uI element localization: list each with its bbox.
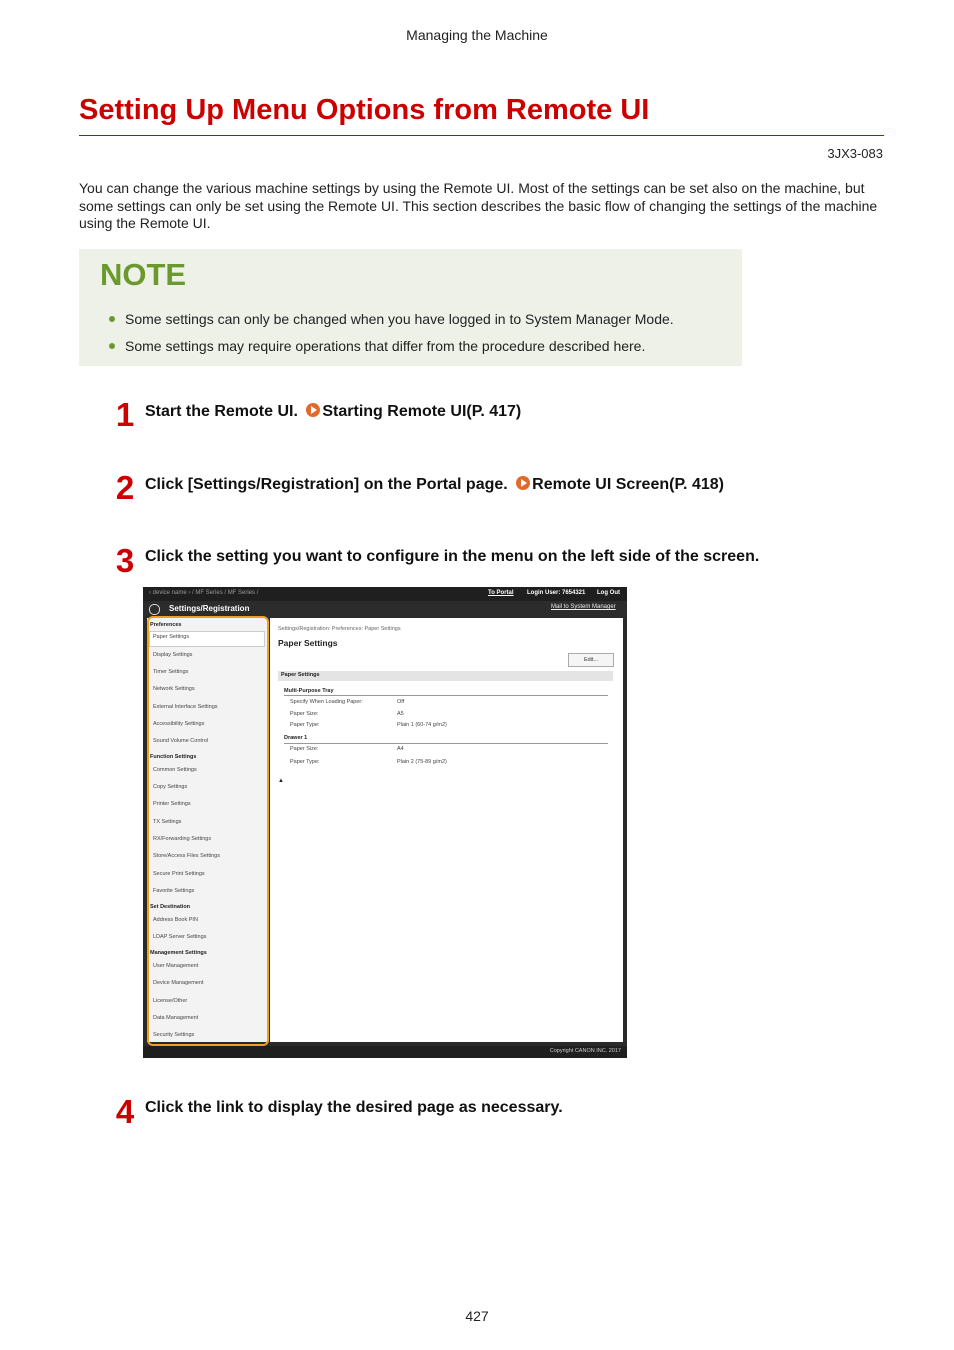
sidebar-item[interactable]: License/Other bbox=[153, 998, 188, 1004]
page-title: Setting Up Menu Options from Remote UI bbox=[79, 94, 650, 126]
sidebar-item[interactable]: Sound Volume Control bbox=[153, 738, 209, 744]
step-number: 4 bbox=[115, 1093, 135, 1130]
sidebar-item[interactable]: Paper Settings bbox=[153, 634, 190, 640]
sidebar-category: Set Destination bbox=[150, 904, 191, 910]
sidebar-item[interactable]: User Management bbox=[153, 963, 199, 969]
sidebar-category: Function Settings bbox=[150, 754, 197, 760]
section-label: Paper Settings bbox=[281, 672, 320, 678]
step-instruction: Start the Remote UI. bbox=[145, 403, 298, 420]
sidebar-item[interactable]: External Interface Settings bbox=[153, 704, 218, 710]
subsection-rule bbox=[284, 743, 608, 744]
link-arrow-icon bbox=[306, 403, 320, 417]
mail-to-manager-link[interactable]: Mail to System Manager bbox=[551, 604, 616, 610]
login-user: Login User: 7654321 bbox=[527, 590, 586, 596]
sidebar-item[interactable]: Timer Settings bbox=[153, 669, 189, 675]
setting-value: A4 bbox=[397, 746, 404, 752]
sidebar-item[interactable]: Printer Settings bbox=[153, 801, 191, 807]
sidebar-item[interactable]: Store/Access Files Settings bbox=[153, 853, 220, 859]
step-text: Click the setting you want to configure in the menu on the left side of the screen. bbox=[145, 548, 760, 565]
setting-key: Paper Type: bbox=[290, 759, 320, 765]
sidebar-item[interactable]: Secure Print Settings bbox=[153, 871, 205, 877]
remote-ui-screenshot bbox=[143, 587, 627, 1058]
note-box bbox=[79, 249, 742, 366]
step-link[interactable]: Remote UI Screen(P. 418) bbox=[532, 476, 724, 493]
sidebar-item[interactable]: Network Settings bbox=[153, 686, 195, 692]
copyright: Copyright CANON INC. 2017 bbox=[549, 1048, 621, 1054]
settings-heading: Settings/Registration bbox=[169, 604, 250, 613]
settings-main-panel bbox=[270, 618, 623, 1042]
step-link[interactable]: Starting Remote UI(P. 417) bbox=[322, 403, 522, 420]
setting-value: Plain 2 (75-89 g/m2) bbox=[397, 759, 447, 765]
setting-value: Plain 1 (60-74 g/m2) bbox=[397, 722, 447, 728]
setting-key: Paper Type: bbox=[290, 722, 320, 728]
note-item-text: Some settings may require operations that differ from the procedure described here. bbox=[125, 338, 646, 354]
setting-value: A5 bbox=[397, 711, 404, 717]
sidebar-highlight-frame bbox=[147, 616, 269, 1046]
link-arrow-icon bbox=[516, 476, 530, 490]
sidebar-item[interactable]: Common Settings bbox=[153, 767, 197, 773]
main-title: Paper Settings bbox=[278, 638, 338, 648]
screenshot-top-bar bbox=[143, 587, 627, 601]
setting-key: Specify When Loading Paper: bbox=[290, 699, 363, 705]
sidebar-item[interactable]: Copy Settings bbox=[153, 784, 188, 790]
document-id: 3JX3-083 bbox=[827, 146, 883, 161]
bullet-icon bbox=[109, 343, 115, 349]
screenshot-header-bar bbox=[143, 601, 627, 617]
sidebar-category: Management Settings bbox=[150, 950, 207, 956]
sidebar-category: Preferences bbox=[150, 622, 182, 628]
subsection-title: Drawer 1 bbox=[284, 735, 308, 741]
sidebar-item[interactable]: Favorite Settings bbox=[153, 888, 195, 894]
sidebar-item[interactable]: Display Settings bbox=[153, 652, 193, 658]
note-item-text: Some settings can only be changed when you have logged in to System Manager Mode. bbox=[125, 311, 674, 327]
sidebar-item[interactable]: LDAP Server Settings bbox=[153, 934, 207, 940]
sidebar-item[interactable]: Address Book PIN bbox=[153, 917, 198, 923]
settings-icon bbox=[149, 604, 160, 615]
title-rule bbox=[79, 135, 884, 136]
screenshot-footer bbox=[143, 1046, 627, 1058]
setting-value: Off bbox=[397, 699, 405, 705]
sidebar-item[interactable]: Accessibility Settings bbox=[153, 721, 205, 727]
main-breadcrumb: Settings/Registration: Preferences: Paper Settings bbox=[278, 626, 401, 632]
setting-key: Paper Size: bbox=[290, 711, 319, 717]
device-breadcrumb: ‹ device name › / MF Series / MF Series / bbox=[149, 590, 259, 596]
setting-key: Paper Size: bbox=[290, 746, 319, 752]
note-item bbox=[109, 311, 674, 327]
subsection-title: Multi-Purpose Tray bbox=[284, 688, 334, 694]
step-number: 2 bbox=[115, 469, 135, 506]
step-text bbox=[145, 476, 724, 494]
step-number: 1 bbox=[115, 396, 135, 433]
back-to-top-icon[interactable]: ▲ bbox=[278, 778, 284, 784]
sidebar-item[interactable]: Device Management bbox=[153, 980, 204, 986]
step-text bbox=[145, 403, 521, 421]
step-number: 3 bbox=[115, 542, 135, 579]
note-item bbox=[109, 338, 645, 354]
running-header: Managing the Machine bbox=[406, 27, 548, 43]
log-out-link[interactable]: Log Out bbox=[597, 590, 620, 596]
section-header bbox=[278, 671, 613, 681]
sidebar-item[interactable]: Security Settings bbox=[153, 1032, 195, 1038]
bullet-icon bbox=[109, 316, 115, 322]
edit-button[interactable]: Edit... bbox=[568, 653, 614, 667]
sidebar-item[interactable]: RX/Forwarding Settings bbox=[153, 836, 212, 842]
sidebar-item[interactable]: Data Management bbox=[153, 1015, 199, 1021]
step-instruction: Click [Settings/Registration] on the Portal page. bbox=[145, 476, 508, 493]
intro-paragraph: You can change the various machine settings by using the Remote UI. Most of the settings can be set also on the machine, but some settings can only be set using the Remote UI. This section describes the basic flow of changing the settings of the machine using the Remote UI. bbox=[79, 180, 878, 231]
step-text: Click the link to display the desired page as necessary. bbox=[145, 1099, 563, 1116]
sidebar-item[interactable]: TX Settings bbox=[153, 819, 182, 825]
to-portal-link[interactable]: To Portal bbox=[488, 590, 514, 596]
page-number: 427 bbox=[465, 1308, 489, 1324]
subsection-rule bbox=[284, 695, 608, 696]
note-title: NOTE bbox=[100, 257, 187, 292]
